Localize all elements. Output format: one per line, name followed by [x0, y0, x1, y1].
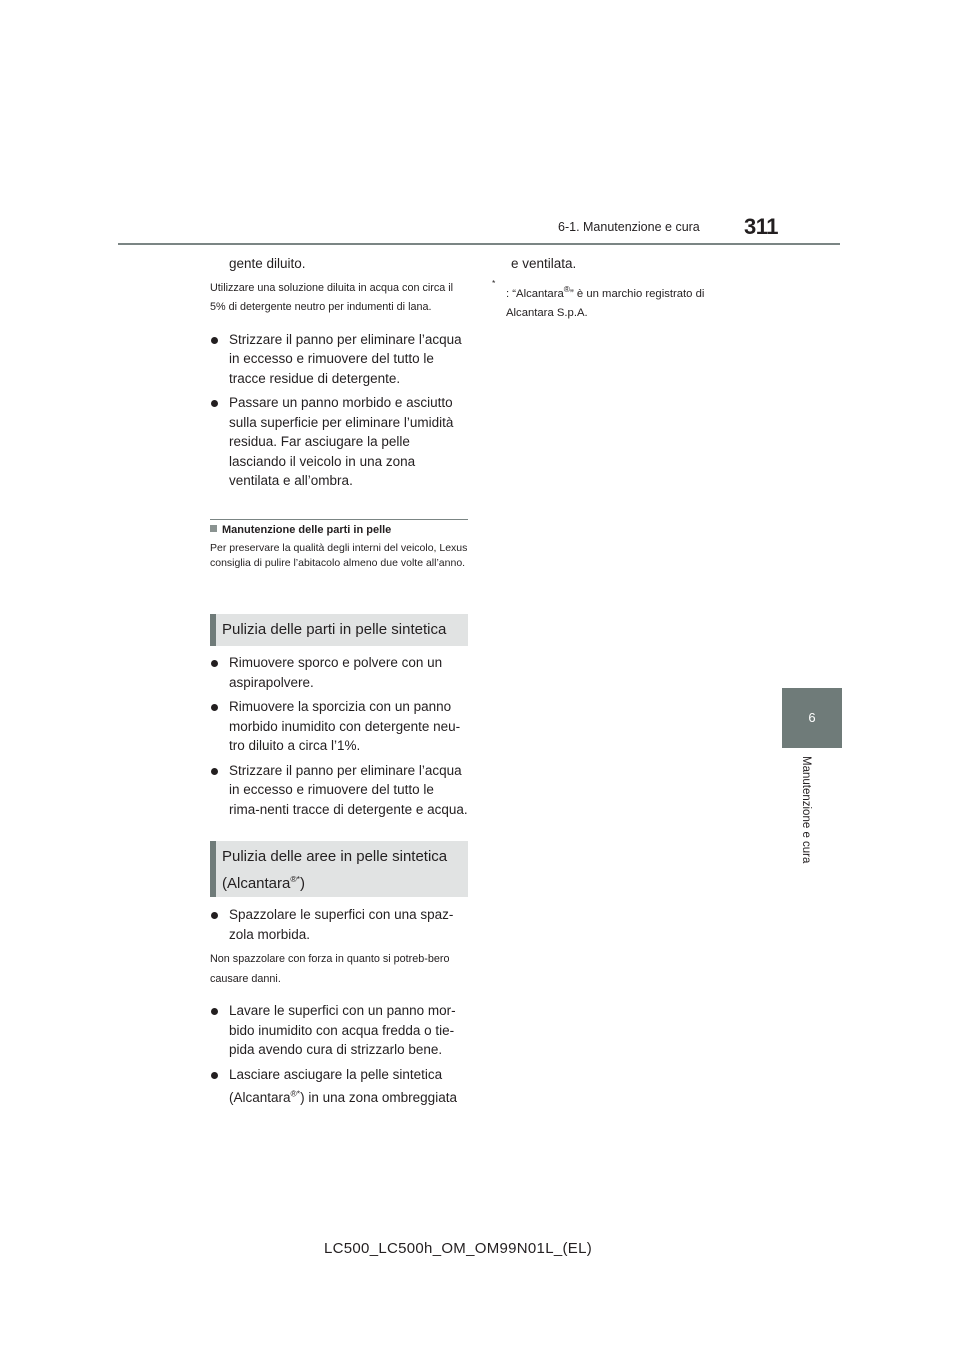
bullet-icon: [211, 912, 218, 919]
document-code: LC500_LC500h_OM_OM99N01L_(EL): [324, 1240, 593, 1257]
leather-maintenance-note: [210, 524, 468, 571]
list-item: Rimuovere sporco e polvere con un aspirapolvere.: [210, 653, 468, 692]
footnote: * : “Alcantara®” è un marchio registrato di Alcantara S.p.A.: [492, 277, 705, 319]
section-heading-alcantara: Pulizia delle aree in pelle sintetica (Alcantara®*): [210, 841, 468, 897]
list-item: Strizzare il panno per eliminare l’acqua in eccesso e rimuovere del tutto le rima-nenti tracce di detergente e acqua.: [210, 761, 468, 820]
subheading: Manutenzione delle parti in pelle: [210, 524, 468, 536]
list-item: Strizzare il panno per eliminare l’acqua in eccesso e rimuovere del tutto le tracce residue di detergente.: [210, 330, 468, 389]
list-item: Lavare le superfici con un panno mor-bido inumidito con acqua fredda o tie-pida avendo cura di strizzarlo bene.: [210, 1001, 468, 1060]
header-rule: [118, 243, 840, 245]
heading-accent-bar: [210, 841, 216, 897]
left-column-top: [210, 254, 468, 491]
list-item: Lasciare asciugare la pelle sintetica (Alcantara®*) in una zona ombreggiata: [210, 1065, 468, 1108]
section-1-list: [210, 653, 468, 819]
subheading-text: Per preservare la qualità degli interni del veicolo, Lexus consiglia di pulire l’abitacolo almeno due volte all’anno.: [210, 542, 468, 569]
continued-text: e ventilata.: [511, 256, 577, 271]
bullet-icon: [211, 660, 218, 667]
subsection-rule: [210, 519, 468, 520]
bullet-icon: [211, 768, 218, 775]
square-bullet-icon: [210, 525, 217, 532]
bullet-icon: [211, 1072, 218, 1079]
bullet-icon: [211, 1008, 218, 1015]
section-2-list: [210, 905, 468, 1107]
note-brushing: Non spazzolare con forza in quanto si potreb-bero causare danni.: [210, 953, 450, 985]
continued-text: gente diluito.: [229, 256, 306, 271]
section-heading-synthetic-leather: Pulizia delle parti in pelle sintetica: [210, 614, 468, 646]
bullet-icon: [211, 400, 218, 407]
note-wool-detergent: Utilizzare una soluzione diluita in acqua con circa il 5% di detergente neutro per indumenti di lana.: [210, 281, 454, 313]
list-item: Rimuovere la sporcizia con un panno morbido inumidito con detergente neu-tro diluito a circa l’1%.: [210, 697, 468, 756]
list-item: Passare un panno morbido e asciutto sulla superficie per eliminare l’umidità residua. Far asciugare la pelle lasciando il veicolo in una zona ventilata e all’ombra.: [210, 393, 468, 491]
bullet-icon: [211, 337, 218, 344]
section-label: 6-1. Manutenzione e cura: [558, 220, 700, 234]
list-item: Spazzolare le superfici con una spaz-zola morbida.: [210, 905, 468, 944]
bullet-icon: [211, 704, 218, 711]
right-column: [492, 254, 732, 323]
page-number: 311: [744, 214, 778, 239]
chapter-tab-label: Manutenzione e cura: [800, 756, 812, 864]
chapter-tab: 6: [782, 688, 842, 748]
heading-accent-bar: [210, 614, 216, 646]
